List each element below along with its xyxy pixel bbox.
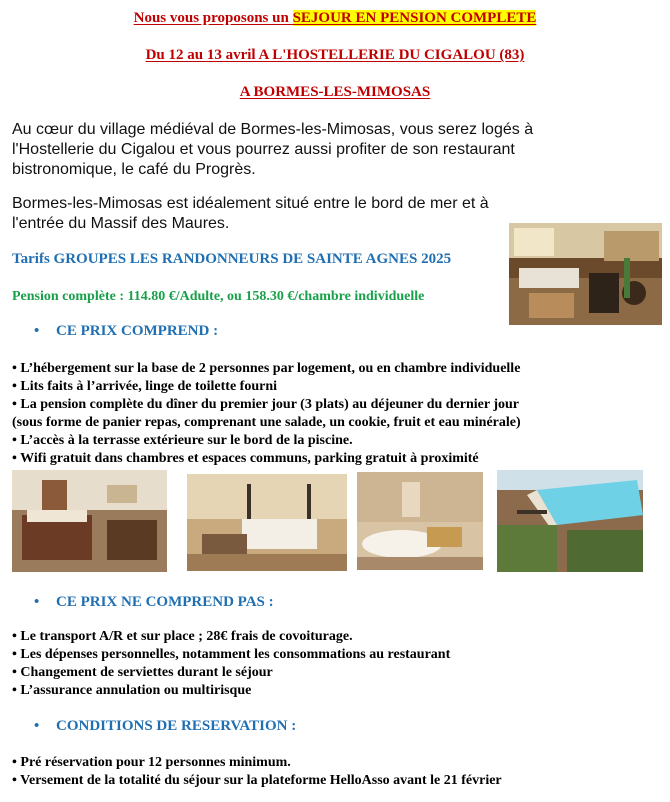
section-heading-ne-comprend — [34, 594, 274, 611]
pool-photo — [497, 470, 643, 572]
intro-line: l'entrée du Massif des Maures. — [12, 215, 230, 232]
list-item: • L’assurance annulation ou multirisque — [12, 683, 252, 698]
restaurant-photo — [509, 223, 662, 325]
bullet-marker: • — [34, 718, 40, 734]
section-heading-comprend — [34, 323, 218, 340]
room-photo-2 — [187, 474, 347, 571]
conditions-list — [12, 754, 502, 790]
header-prefix: Nous vous proposons un — [133, 10, 293, 26]
intro-line: bistronomique, le café du Progrès. — [12, 161, 256, 178]
comprend-list — [12, 360, 521, 468]
header-line-2: Du 12 au 13 avril A L'HOSTELLERIE DU CIGALOU (83) — [145, 47, 525, 63]
section-heading-label: CE PRIX COMPREND : — [56, 323, 219, 339]
list-item: • Pré réservation pour 12 personnes minimum. — [12, 755, 291, 770]
header-line-3: A BORMES-LES-MIMOSAS — [239, 84, 431, 100]
bullet-marker: • — [34, 594, 40, 610]
ne-comprend-list — [12, 628, 450, 700]
section-heading-label: CE PRIX NE COMPREND PAS : — [56, 594, 274, 610]
section-heading-conditions — [34, 718, 296, 735]
bathroom-photo — [357, 472, 483, 570]
intro-line: Au cœur du village médiéval de Bormes-les-Mimosas, vous serez logés à — [12, 121, 534, 138]
list-item: • Wifi gratuit dans chambres et espaces communs, parking gratuit à proximité — [12, 451, 479, 466]
list-item: • Le transport A/R et sur place ; 28€ frais de covoiturage. — [12, 629, 353, 644]
intro-paragraph-2 — [12, 194, 572, 234]
bullet-marker: • — [34, 323, 40, 339]
list-item: • Versement de la totalité du séjour sur la plateforme HelloAsso avant le 21 février — [12, 773, 502, 788]
list-item: • Changement de serviettes durant le séjour — [12, 665, 273, 680]
tarifs-price: Pension complète : 114.80 €/Adulte, ou 158.30 €/chambre individuelle — [12, 289, 425, 304]
list-item: • L’hébergement sur la base de 2 personnes par logement, ou en chambre individuelle — [12, 361, 521, 376]
intro-paragraph-1 — [12, 120, 662, 180]
intro-line: Bormes-les-Mimosas est idéalement situé entre le bord de mer et à — [12, 195, 489, 212]
list-item: • Lits faits à l’arrivée, linge de toilette fourni — [12, 379, 278, 394]
header-line-1 — [0, 10, 670, 27]
list-item: • L’accès à la terrasse extérieure sur le bord de la piscine. — [12, 433, 353, 448]
header-highlight: SEJOUR EN PENSION COMPLETE — [292, 10, 537, 26]
intro-line: l'Hostellerie du Cigalou et vous pourrez aussi profiter de son restaurant — [12, 141, 515, 158]
list-item: • Les dépenses personnelles, notamment les consommations au restaurant — [12, 647, 451, 662]
room-photo-1 — [12, 470, 167, 572]
section-heading-label: CONDITIONS DE RESERVATION : — [56, 718, 297, 734]
tarifs-title: Tarifs GROUPES LES RANDONNEURS DE SAINTE AGNES 2025 — [12, 251, 452, 267]
list-item: • La pension complète du dîner du premier jour (3 plats) au déjeuner du dernier jour — [12, 397, 519, 412]
list-item: (sous forme de panier repas, comprenant une salade, un cookie, fruit et eau minérale) — [12, 415, 521, 430]
